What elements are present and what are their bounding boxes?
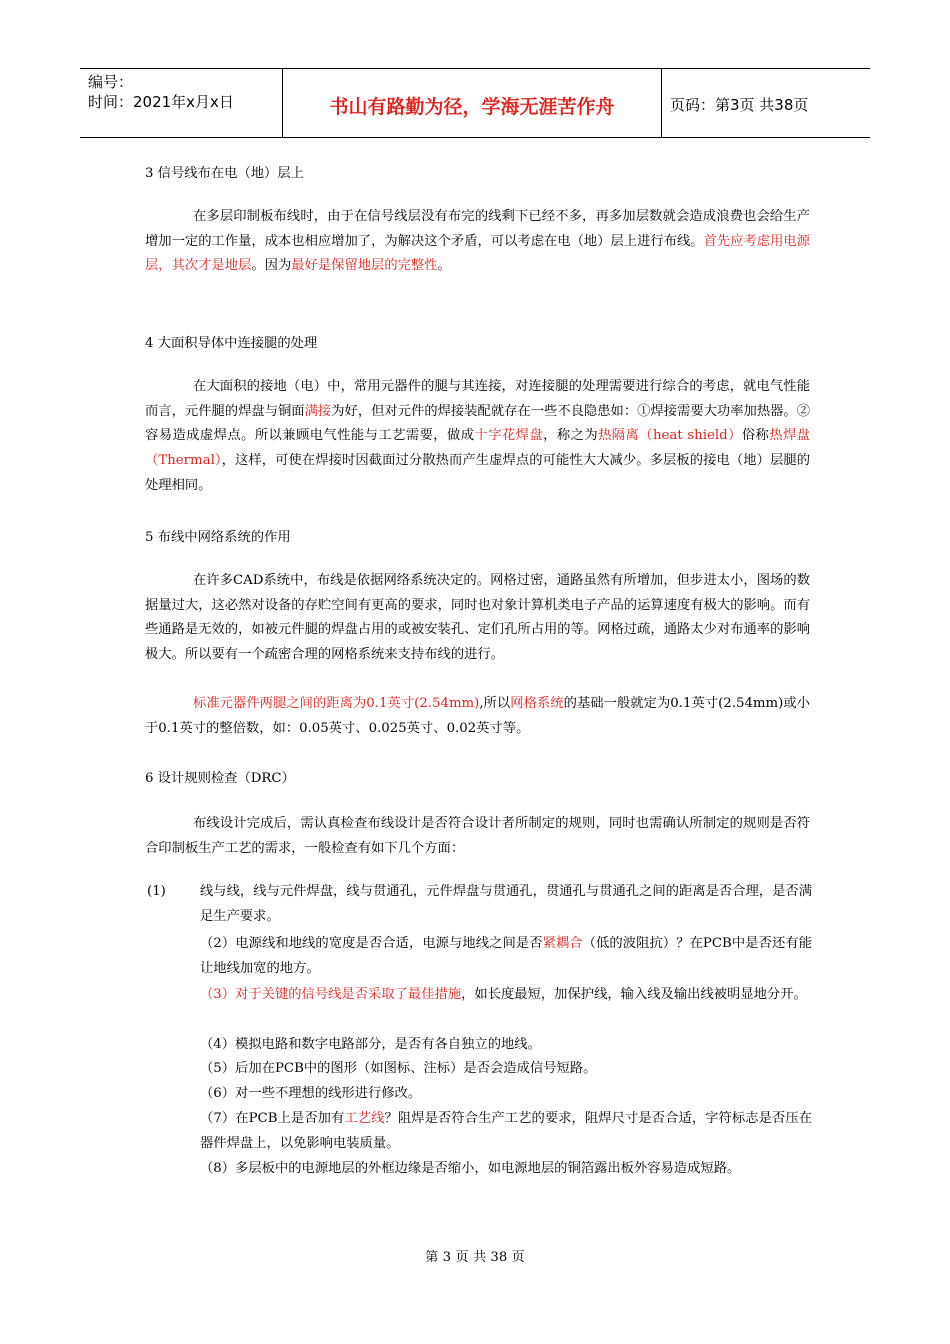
checklist-item-5: （5）后加在PCB中的图形（如图标、注标）是否会造成信号短路。 — [200, 1061, 597, 1076]
section-3-highlight-power-layer: 首先应考虑用电源层，其次才是地层 — [145, 233, 811, 274]
section-5-paragraph-1: 在许多CAD系统中，布线是依据网络系统决定的。网格过密，通路虽然有所增加，但步进太小，图场的数据量过大，这必然对设备的存贮空间有更高的要求，同时也对象计算机类电子产品的运算速度有极大的影响。而有些通路是无效的，如被元件腿的焊盘占用的或被安装孔、定们孔所占用的等。网格过疏，通路太少对布通率的影响极大。所以要有一个疏密合理的网格系统来支持布线的进行。 — [145, 573, 810, 663]
section-3-heading: 3 信号线布在电（地）层上 — [145, 166, 304, 181]
section-4-highlight-cross-pad: 十字花焊盘 — [474, 428, 544, 444]
header-left-cell — [80, 69, 283, 137]
page-header — [80, 68, 870, 138]
section-6-intro: 布线设计完成后，需认真检查布线设计是否符合设计者所制定的规则，同时也需确认所制定的规则是否符合印制板生产工艺的需求，一般检查有如下几个方面： — [145, 816, 810, 856]
section-3-text: 在多层印制板布线时，由于在信号线层没有布完的线剩下已经不多，再多加层数就会造成浪费也会给生产增加一定的工作量，成本也相应增加了，为解决这个矛盾，可以考虑在电（地）层上进行布线。 — [145, 209, 810, 249]
checklist-item-1: 线与线，线与元件焊盘，线与贯通孔，元件焊盘与贯通孔，贯通孔与贯通孔之间的距离是否合理，是否满足生产要求。 — [200, 884, 812, 924]
section-4-highlight-heat-shield: 热隔离（heat shield） — [598, 428, 742, 444]
section-3-paragraph — [145, 205, 810, 279]
section-3-text-c: 。 — [437, 258, 451, 274]
checklist-item-3-number: （3） — [200, 987, 236, 1002]
section-4-paragraph — [145, 375, 810, 499]
checklist-item-7-highlight: 工艺线 — [344, 1111, 385, 1126]
checklist-item-1-number: (1) — [147, 884, 166, 899]
section-5-text-b: 的基础一般就定为0.1英寸(2.54mm)或小于0.1英寸的整倍数，如：0.05英寸、0.025英寸、0.02英寸等。 — [145, 696, 810, 736]
section-5-text-a: ,所以 — [479, 696, 511, 711]
header-page-info: 页码：第3页 共38页 — [670, 96, 809, 114]
header-page-cell — [662, 69, 870, 137]
checklist-item-7 — [200, 1107, 812, 1156]
checklist-item-2-highlight: 紧耦合 — [542, 936, 583, 951]
section-4-heading: 4 大面积导体中连接腿的处理 — [145, 336, 318, 351]
section-3-highlight-ground-layer: 最好是保留地层的完整性 — [291, 258, 438, 274]
section-3-text-b: 。因为 — [251, 258, 292, 274]
checklist-item-3-text: ，如长度最短，加保护线，输入线及输出线被明显地分开。 — [461, 987, 807, 1002]
checklist-item-7-text-a: （7）在PCB上是否加有 — [200, 1111, 345, 1126]
checklist-item-3 — [200, 983, 812, 1008]
section-4-text-d: 俗称 — [741, 428, 770, 444]
section-4-text-a: 在大面积的接地（电）中，常用元器件的腿与其连接，对连接腿的处理需要进行综合的考虑，就电气性能而言，元件腿的焊盘与铜面 — [145, 379, 810, 419]
page-footer: 第 3 页 共 38 页 — [425, 1250, 525, 1265]
section-4-highlight-thermal: 热焊盘（Thermal） — [145, 428, 811, 469]
header-motto-cell — [283, 69, 662, 137]
checklist-item-7-text-b: ？阻焊是否符合生产工艺的要求，阻焊尺寸是否合适，字符标志是否压在器件焊盘上，以免影响电装质量。 — [200, 1111, 813, 1151]
section-4-text-c: ，称之为 — [543, 428, 599, 444]
document-number-label: 编号： — [88, 73, 134, 91]
checklist-item-8: （8）多层板中的电源地层的外框边缘是否缩小，如电源地层的铜箔露出板外容易造成短路。 — [200, 1161, 741, 1176]
section-4-highlight-full-connect: 满接 — [304, 403, 332, 419]
checklist-item-4: （4）模拟电路和数字电路部分，是否有各自独立的地线。 — [200, 1037, 541, 1052]
section-5-highlight-pin-distance: 标准元器件两腿之间的距离为0.1英寸(2.54mm) — [193, 696, 480, 711]
section-5-paragraph-2 — [145, 692, 810, 741]
checklist-item-2-text-b: （低的波阻抗）？在PCB中是否还有能让地线加宽的地方。 — [200, 936, 812, 976]
section-5-heading: 5 布线中网络系统的作用 — [145, 530, 291, 545]
document-time-label: 时间：2021年x月x日 — [88, 93, 234, 111]
section-4-text-e: ，这样，可使在焊接时因截面过分散热而产生虚焊点的可能性大大减少。多层板的接电（地）层腿的处理相同。 — [145, 453, 811, 493]
checklist-item-3-highlight: 对于关键的信号线是否采取了最佳措施 — [235, 987, 462, 1002]
section-5-highlight-grid-system: 网格系统 — [510, 696, 564, 711]
checklist-item-2 — [200, 932, 812, 981]
section-6-heading: 6 设计规则检查（DRC） — [145, 771, 295, 786]
header-motto: 书山有路勤为径，学海无涯苦作舟 — [329, 96, 615, 118]
section-4-text-b: 为好，但对元件的焊接装配就存在一些不良隐患如：①焊接需要大功率加热器。②容易造成虚焊点。所以兼顾电气性能与工艺需要，做成 — [145, 403, 811, 444]
checklist-item-6: （6）对一些不理想的线形进行修改。 — [200, 1086, 422, 1101]
checklist-item-2-text-a: （2）电源线和地线的宽度是否合适，电源与地线之间是否 — [200, 936, 543, 951]
